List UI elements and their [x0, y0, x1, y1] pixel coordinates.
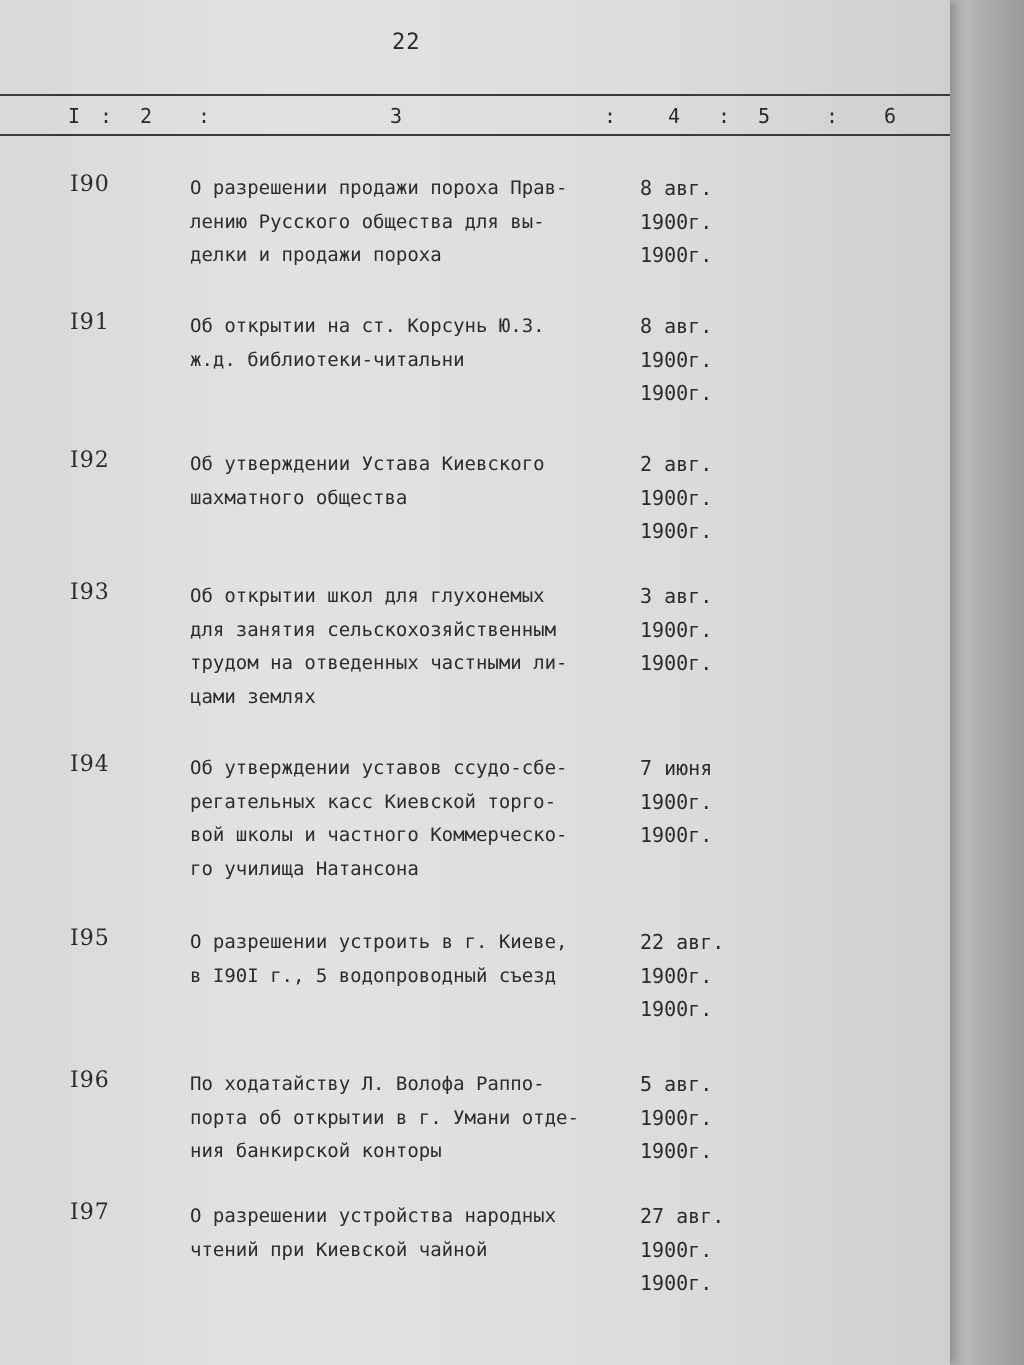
- entry-dates: 8 авг. 1900г. 1900г.: [640, 314, 713, 405]
- entry-title: По ходатайству Л. Волофа Раппо- порта об открытии в г. Умани отде- ния банкирской конторы: [190, 1073, 579, 1162]
- entry-title: Об открытии на ст. Корсунь Ю.З. ж.д. библиотеки-читальни: [190, 315, 545, 371]
- entry-title: Об открытии школ для глухонемых для занятия сельскохозяйственным трудом на отведенных частными ли- цами землях: [190, 585, 568, 708]
- entry-dates: 27 авг. 1900г. 1900г.: [640, 1204, 725, 1295]
- entry-title: Об утверждении уставов ссудо-сбе- регательных касс Киевской торго- вой школы и частного Коммерческо- го училища Натансона: [190, 757, 568, 880]
- header-sep: :: [100, 104, 113, 128]
- entry-title: О разрешении продажи пороха Прав- лению Русского общества для вы- делки и продажи пороха: [190, 177, 568, 266]
- entry-number: I96: [70, 1068, 110, 1093]
- entry-dates: 5 авг. 1900г. 1900г.: [640, 1072, 713, 1163]
- entry-number: I95: [70, 926, 110, 951]
- entry-number: I91: [70, 310, 110, 335]
- entry-dates: 2 авг. 1900г. 1900г.: [640, 452, 713, 543]
- header-col2: 2: [140, 104, 153, 128]
- entry-number: I90: [70, 172, 110, 197]
- header-col5: 5: [758, 104, 771, 128]
- header-bottom-rule: [0, 134, 950, 136]
- header-col1: I: [68, 104, 81, 128]
- entry-number: I94: [70, 752, 110, 777]
- entry-number: I97: [70, 1200, 110, 1225]
- entry-dates: 7 июня 1900г. 1900г.: [640, 756, 713, 847]
- entry-dates: 3 авг. 1900г. 1900г.: [640, 584, 713, 675]
- header-col3: 3: [390, 104, 403, 128]
- header-sep: :: [198, 104, 211, 128]
- entry-dates: 8 авг. 1900г. 1900г.: [640, 176, 713, 267]
- entry-number: I92: [70, 448, 110, 473]
- entry-number: I93: [70, 580, 110, 605]
- next-page-edge: [950, 0, 1024, 1365]
- entry-title: О разрешении устройства народных чтений при Киевской чайной: [190, 1205, 557, 1261]
- page-number: 22: [392, 30, 421, 55]
- entry-title: Об утверждении Устава Киевского шахматного общества: [190, 453, 545, 509]
- header-top-rule: [0, 94, 950, 96]
- header-sep: :: [826, 104, 839, 128]
- header-sep: :: [604, 104, 617, 128]
- entry-title: О разрешении устроить в г. Киеве, в I90I г., 5 водопроводный съезд: [190, 931, 568, 987]
- header-col6: 6: [884, 104, 897, 128]
- entry-dates: 22 авг. 1900г. 1900г.: [640, 930, 725, 1021]
- header-sep: :: [718, 104, 731, 128]
- header-col4: 4: [668, 104, 681, 128]
